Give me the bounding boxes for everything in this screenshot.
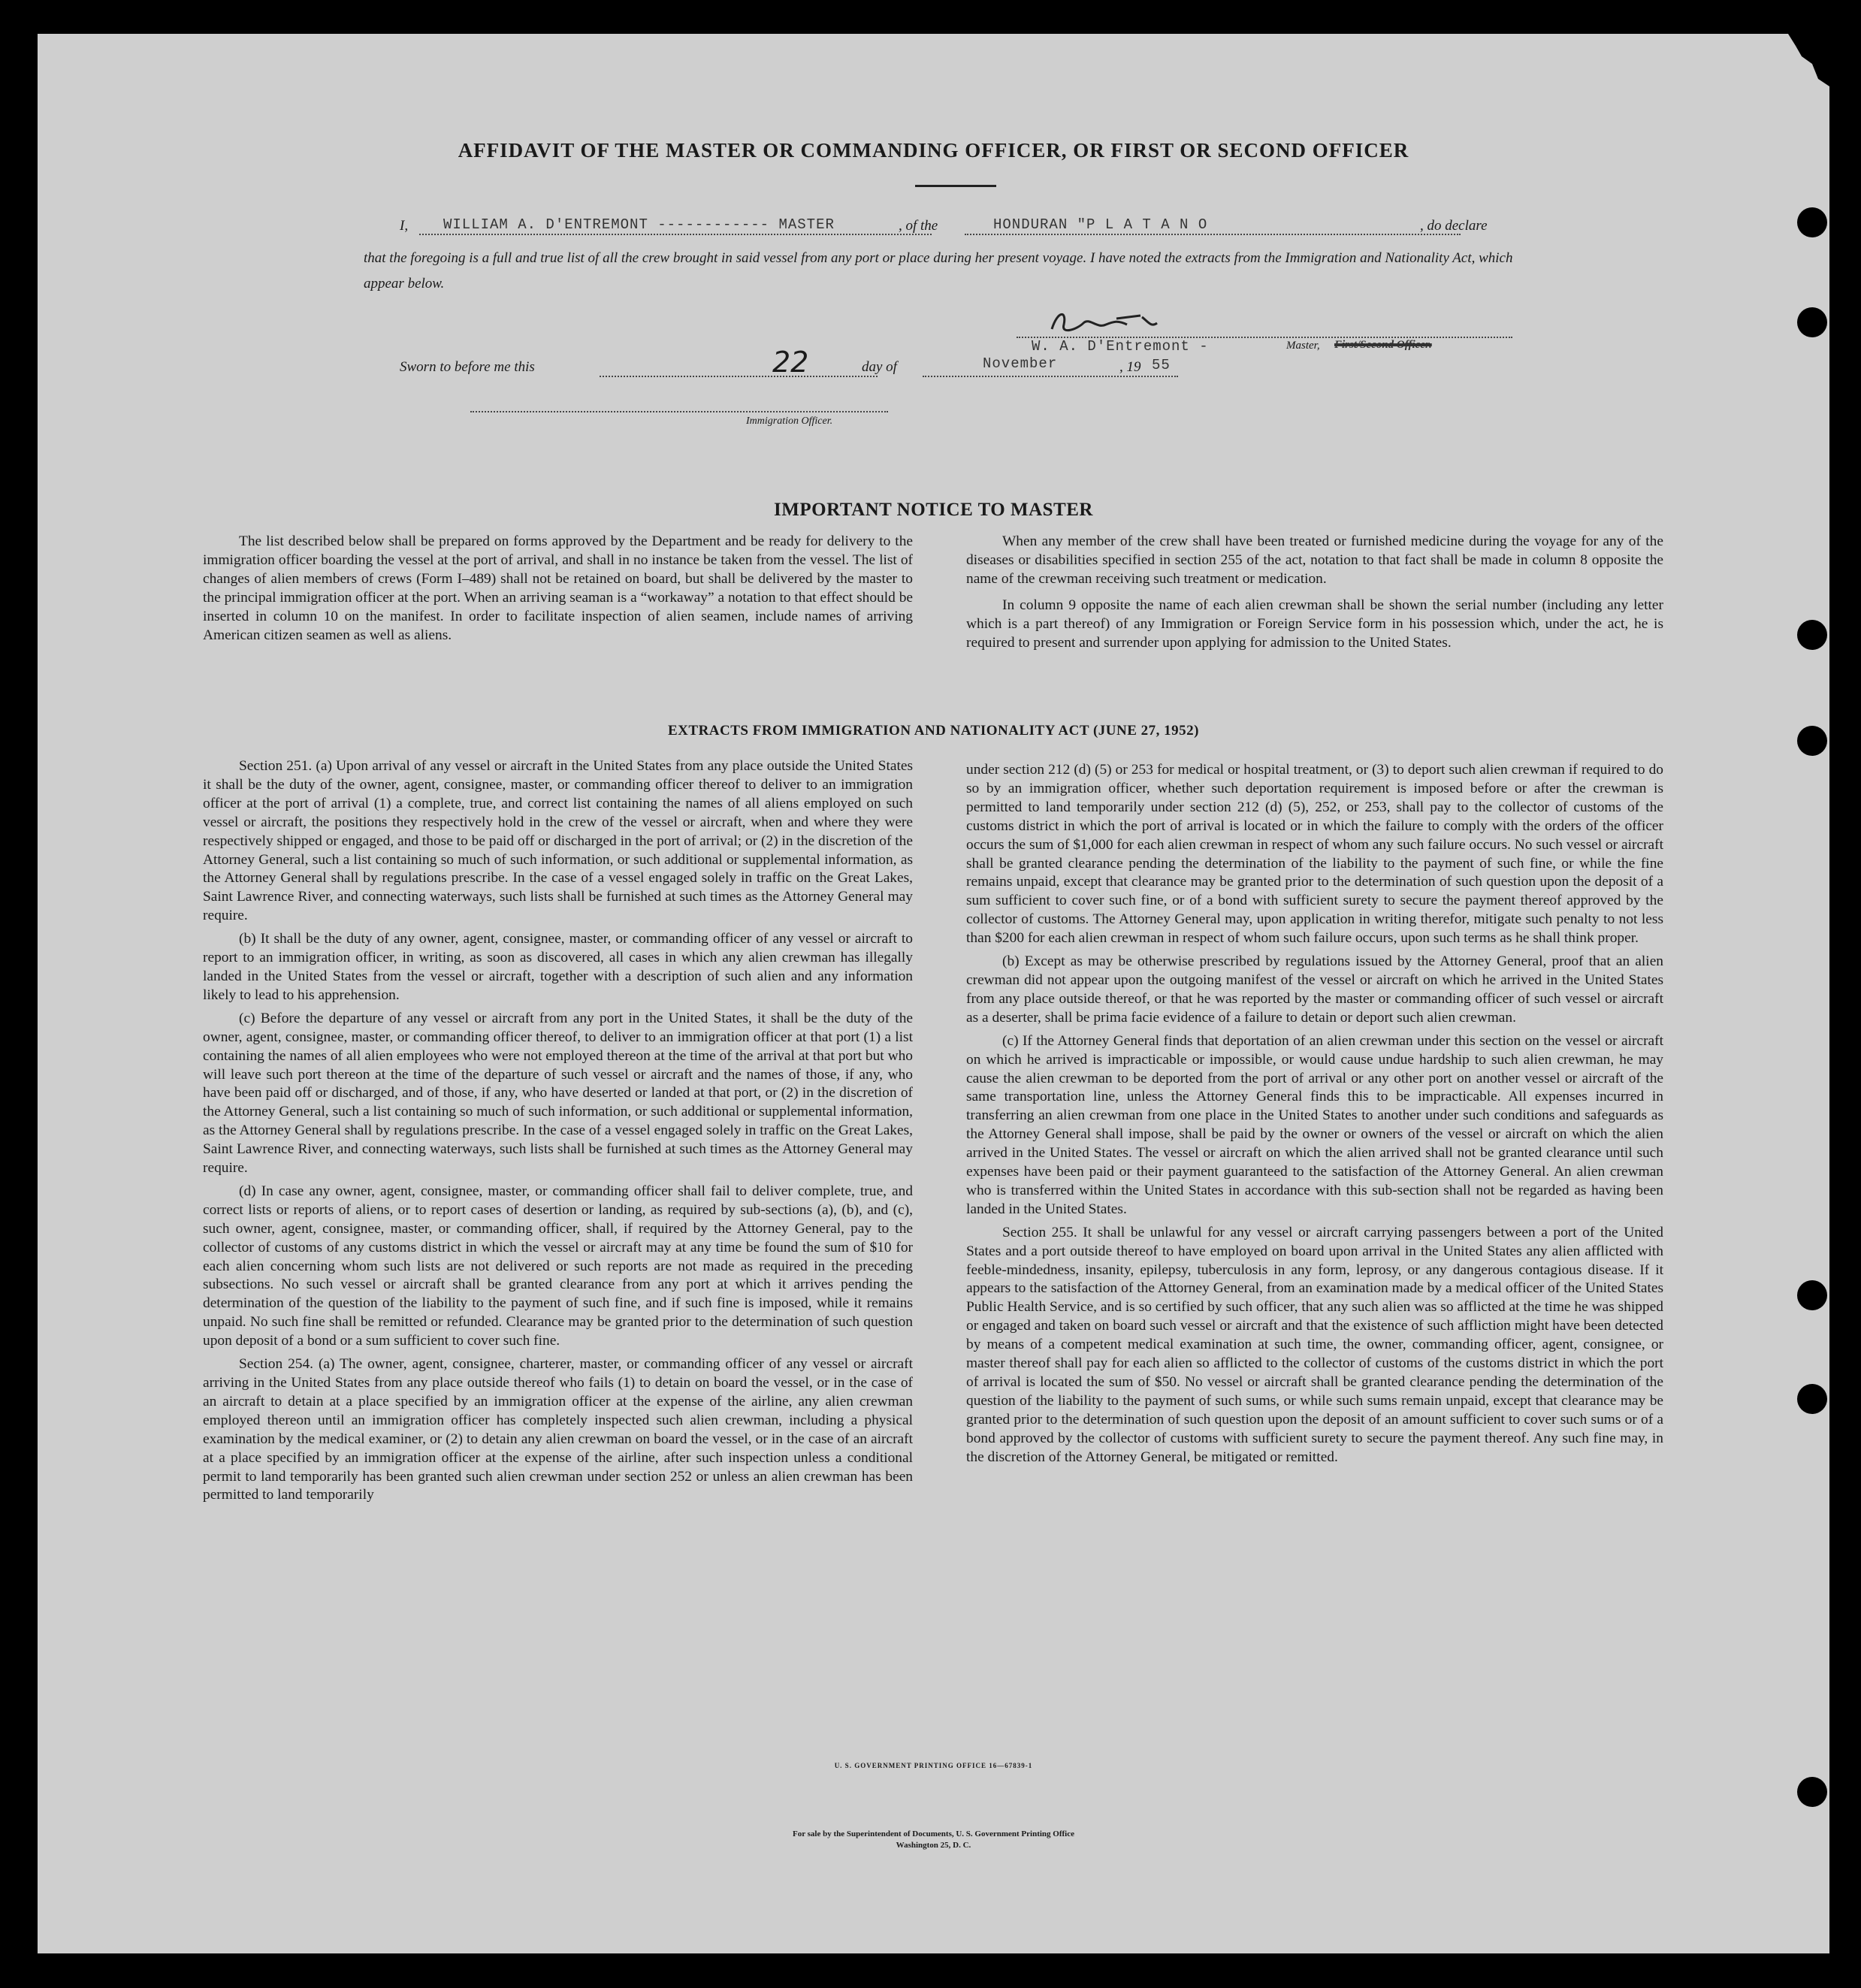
section-254-b: (b) Except as may be otherwise prescribed by regulations issued by the Attorney General, proof that an alien crewman did not appear upon the outgoing manifest of the vessel or aircraft on which he arrived in the United States from any place outside thereof, or that he was reported by the master or commanding officer of such vessel or aircraft as a deserter, shall be prima facie evidence of a failure to detain or deport such alien crewman. [966,953,1663,1026]
signature-typed: W. A. D'Entremont - [1032,338,1209,355]
year-prefix: , 19 [1119,359,1141,375]
master-name-typed: WILLIAM A. D'ENTREMONT ------------ MASTER [443,216,835,233]
notice-left-paragraph: The list described below shall be prepared on forms approved by the Department and be ready for delivery to the immigration officer boarding the vessel at the port of arrival, and shall in no instance be taken from the vessel. The list of changes of alien members of crews (Form I–489) shall not be retained on board, but shall be delivered by the master to the principal immigration officer at the port. When an arriving seaman is a “workaway” a notation to that effect should be inserted in column 10 on the manifest. In order to facilitate inspection of alien seamen, include names of arriving American citizen seamen as well as aliens. [203,533,913,643]
extracts-title: EXTRACTS FROM IMMIGRATION AND NATIONALITY ACT (JUNE 27, 1952) [668,723,1199,739]
notice-right-column [966,533,1663,660]
do-declare-label: , do declare [1420,218,1488,234]
affidavit-title: AFFIDAVIT OF THE MASTER OR COMMANDING OFFICER, OR FIRST OR SECOND OFFICER [458,139,1409,162]
month-field-line [923,376,1178,377]
punch-hole [1797,307,1827,337]
signature-scrawl [1044,307,1180,340]
immigration-officer-label: Immigration Officer. [746,415,833,427]
name-field-line [419,234,932,235]
extracts-right-column [966,761,1663,1467]
officer-signature-line [470,411,888,412]
sale-line-2: Washington 25, D. C. [896,1841,971,1850]
section-255: Section 255. It shall be unlawful for any vessel or aircraft carrying passengers between a port of the United States and a port outside thereof to have employed on board upon arrival in the United States any alien afflicted with feeble-mindedness, insanity, epilepsy, tuberculosis in any form, leprosy, or any dangerous contagious disease. If it appears to the satisfaction of the Attorney General, from an examination made by a medical officer of the United States Public Health Service, and is so certified by such officer, that any such alien was so afflicted at the time he was shipped or engaged and taken on board such vessel or aircraft and that the existence of such affliction might have been detected by means of a competent medical examination at such time, the owner, commanding officer, agent, consignee, or master thereof shall pay for each alien so afflicted to the collector of customs of the customs district in which the port of arrival is located the sum of $50. No vessel or aircraft shall be granted clearance pending the determination of the question of the liability to the payment of such sums, or while such sums remain unpaid, except that clearance may be granted prior to the determination of such question upon the deposit of an amount sufficient to cover such sums or of a bond approved by the collector of customs with sufficient surety to secure the payment thereof. Any such fine may, in the discretion of the Attorney General, be mitigated or remitted. [966,1224,1663,1465]
punch-hole [1797,1777,1827,1807]
section-254-a: Section 254. (a) The owner, agent, consignee, charterer, master, or commanding officer of any vessel or aircraft arriving in the United States from any place outside thereof who fails (1) to detain on board the vessel, or in the case of an aircraft to detain at a place specified by an immigration officer at the expense of the airline, any alien crewman employed thereon until an immigration officer has completely inspected such alien crewman, including a physical examination by the medical examiner, or (2) to detain any alien crewman on board the vessel, or in the case of an aircraft at a place specified by an immigration officer at the expense of the airline, after such inspection unless a conditional permit to land temporarily has been granted such alien crewman under section 252 or unless an alien crewman has been permitted to land temporarily [203,1356,913,1503]
master-label: Master, [1286,340,1320,352]
vessel-field-line [965,234,1461,235]
section-251-c: (c) Before the departure of any vessel or aircraft from any port in the United States, it shall be the duty of the owner, agent, consignee, master, or commanding officer thereof, to deliver to an immigration officer at that port (1) a list containing the names of all alien employees who were not employed thereon at the time of the arrival at that port but who will leave such port thereon at the time of the departure of such vessel or aircraft and the names of those, if any, who have been paid off or discharged, and of those, if any, who have deserted or landed at that port, or (2) in the discretion of the Attorney General, such a list containing so much of such information, or such additional or supplemental information, as the Attorney General shall by regulations prescribe. In the case of a vessel engaged solely in traffic on the Great Lakes, Saint Lawrence River, and connecting waterways, such lists shall be furnished at such times as the Attorney General may require. [203,1010,913,1177]
declaration-text: that the foregoing is a full and true list of all the crew brought in said vessel from any port or place during her present voyage. I have noted the extracts from the Immigration and Nationality Act, which appear below. [364,250,1513,292]
sale-line-1: For sale by the Superintendent of Documents, U. S. Government Printing Office [793,1829,1074,1838]
document-page [38,34,1829,1953]
section-251-a: Section 251. (a) Upon arrival of any vessel or aircraft in the United States from any place outside the United States it shall be the duty of the owner, agent, consignee, master, or commanding officer thereof to deliver to an immigration officer at the port of arrival (1) a complete, true, and correct list containing the names of all aliens employed on such vessel or aircraft, the positions they respectively hold in the crew of the vessel or aircraft, when and where they were respectively shipped or engaged, and those to be paid off or discharged in the port of arrival; or (2) in the discretion of the Attorney General, such a list containing so much of such information, or such additional or supplemental information, as the Attorney General shall by regulations prescribe. In the case of a vessel engaged solely in traffic on the Great Lakes, Saint Lawrence River, and connecting waterways, such lists shall be furnished at such times as the Attorney General may require. [203,758,913,924]
title-divider [915,185,996,187]
punch-hole [1797,620,1827,650]
notice-right-paragraph-1: When any member of the crew shall have been treated or furnished medicine during the voyage for any of the diseases or disabilities specified in section 255 of the act, notation to that fact shall be made in column 8 opposite the name of the crewman receiving such treatment or medication. [966,533,1663,587]
punch-hole [1797,726,1827,756]
punch-hole [1797,1280,1827,1310]
i-label: I, [400,218,409,234]
extracts-left-column [203,757,913,1505]
of-the-label: , of the [899,218,938,234]
day-of-label: day of [862,359,897,375]
struck-officer-text: First/Second Officer. [1334,339,1432,351]
year-typed: 55 [1152,357,1171,373]
section-251-b: (b) It shall be the duty of any owner, agent, consignee, master, or commanding officer of any vessel or aircraft to report to an immigration officer, in writing, as soon as discovered, all cases in which any alien crewman has illegally landed in the United States from the vessel or aircraft, together with a description of such alien and any information likely to lead to his apprehension. [203,931,913,1003]
vessel-name-typed: HONDURAN "P L A T A N O [993,216,1208,233]
section-251-d: (d) In case any owner, agent, consignee, master, or commanding officer shall fail to deliver complete, true, and correct lists or reports of aliens, or to report cases of desertion or landing, as required by sub-sections (a), (b), and (c), such owner, agent, consignee, master, or commanding officer, shall, if required by the Attorney General, pay to the collector of customs of any customs district in which the vessel or aircraft may at any time be found the sum of $10 for each alien concerning whom such lists are not delivered or such reports are not made as required in the preceding subsections. No such vessel or aircraft shall be granted clearance from any port at which it arrives pending the determination of the question of the liability to the payment of such fine, and if such fine is imposed, while it remains unpaid. No such fine shall be remitted or refunded. Clearance may be granted prior to the determination of such question upon deposit of a bond or a sum sufficient to cover such fine. [203,1183,913,1349]
day-handwritten: 22 [772,346,809,379]
section-254-a-continued: under section 212 (d) (5) or 253 for medical or hospital treatment, or (3) to deport such alien crewman if required to do so by an immigration officer, whether such deportation requirement is imposed before or after the crewman is permitted to land temporarily under section 212 (d) (5), 252, or 253, shall pay to the collector of customs of the customs district in which the port of arrival is located or in which the failure to comply with the orders of the officer occurs the sum of $1,000 for each alien crewman in respect of whom any such failure occurs. No such vessel or aircraft shall be granted clearance pending the determination of the liability to the payment of such fine, or while the fine remains unpaid, except that clearance may be granted prior to the determination of such question upon the deposit of a sum sufficient to cover such fine, or of a bond with sufficient surety to secure the payment thereof approved by the collector of customs. The Attorney General may, upon application in writing therefor, mitigate such penalty to not less than $200 for each alien crewman in respect of whom such failure occurs, upon such terms as he shall think proper. [966,762,1663,947]
day-field-line [600,376,878,377]
torn-corner [1766,34,1829,86]
notice-title: IMPORTANT NOTICE TO MASTER [774,500,1093,520]
punch-hole [1797,207,1827,237]
notice-right-paragraph-2: In column 9 opposite the name of each alien crewman shall be shown the serial number (including any letter which is a part thereof) of any Immigration or Foreign Service form in his possession which, under the act, he is required to present and surrender upon applying for admission to the United States. [966,597,1663,651]
section-254-c: (c) If the Attorney General finds that deportation of an alien crewman under this section on the vessel or aircraft on which he arrived is impracticable or impossible, or would cause undue hardship to such alien crewman, he may cause the alien crewman to be deported from the port of arrival or any other port on another vessel or aircraft of the same transportation line, unless the Attorney General finds this to be impracticable. All expenses incurred in transferring an alien crewman from one place in the United States to another under such conditions and safeguards as the Attorney General shall impose, shall be paid by the owner or owners of the vessel or aircraft on which the alien arrived in the United States. The vessel or aircraft on which the alien arrived shall not be granted clearance until such expenses have been paid or their payment guaranteed to the satisfaction of the Attorney General. An alien crewman who is transferred within the United States in accordance with this sub-section shall not be regarded as having been landed in the United States. [966,1032,1663,1217]
punch-hole [1797,1384,1827,1414]
notice-left-column [203,533,913,652]
printing-office-line: U. S. GOVERNMENT PRINTING OFFICE 16—67839-1 [834,1762,1033,1769]
month-typed: November [983,355,1058,372]
sworn-label: Sworn to before me this [400,359,535,375]
